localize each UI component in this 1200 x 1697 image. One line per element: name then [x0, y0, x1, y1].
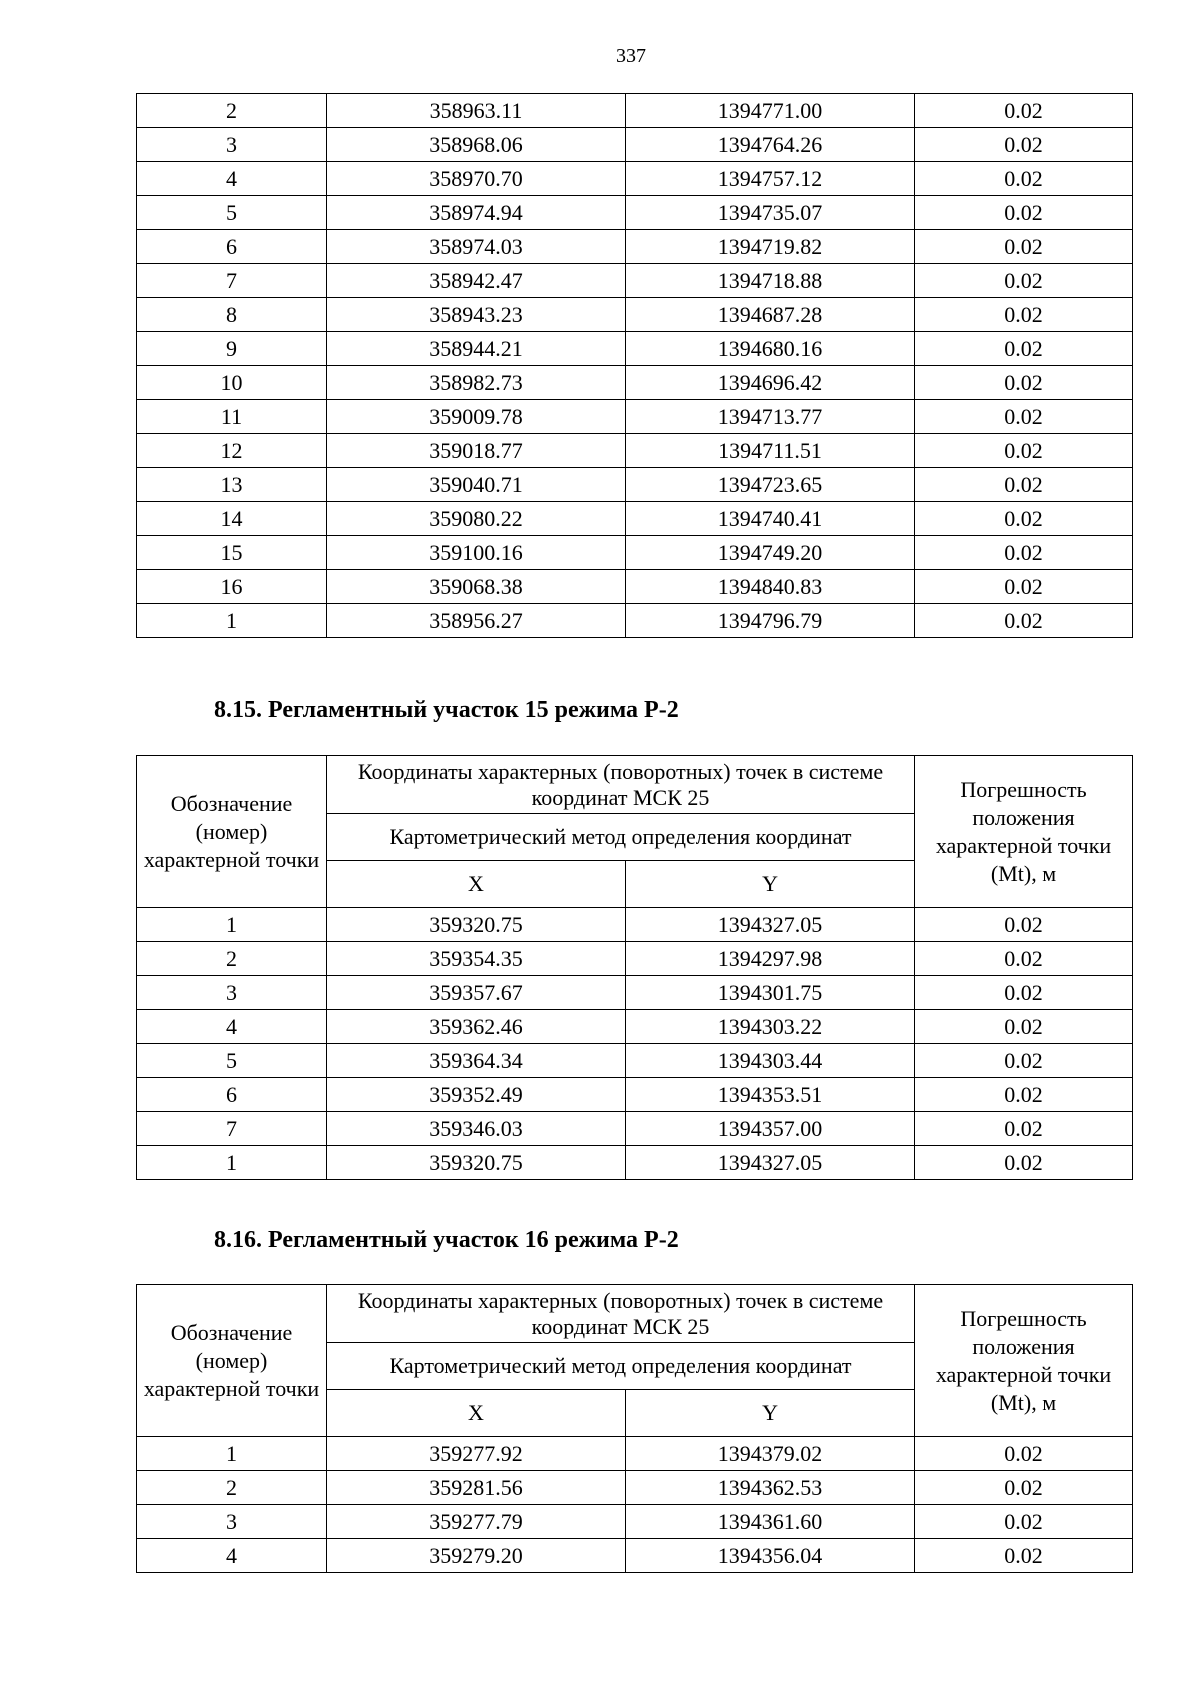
coordinates-table-continued — [136, 93, 1133, 638]
point-number-cell: 4 — [137, 1010, 327, 1044]
y-coordinate-cell: 1394327.05 — [626, 908, 915, 942]
y-coordinate-cell: 1394303.44 — [626, 1044, 915, 1078]
y-coordinate-cell: 1394357.00 — [626, 1112, 915, 1146]
table-row — [137, 1044, 1133, 1078]
x-coordinate-cell: 359009.78 — [327, 400, 626, 434]
y-coordinate-cell: 1394713.77 — [626, 400, 915, 434]
table-row — [137, 162, 1133, 196]
error-cell: 0.02 — [915, 434, 1133, 468]
error-cell: 0.02 — [915, 1078, 1133, 1112]
point-number-cell: 7 — [137, 264, 327, 298]
x-coordinate-cell: 359080.22 — [327, 502, 626, 536]
error-cell: 0.02 — [915, 94, 1133, 128]
y-header: Y — [626, 861, 915, 908]
table-row — [137, 400, 1133, 434]
table-row — [137, 1146, 1133, 1180]
point-number-cell: 1 — [137, 1146, 327, 1180]
y-coordinate-cell: 1394356.04 — [626, 1539, 915, 1573]
x-coordinate-cell: 359068.38 — [327, 570, 626, 604]
x-coordinate-cell: 359362.46 — [327, 1010, 626, 1044]
y-coordinate-cell: 1394687.28 — [626, 298, 915, 332]
table-row — [137, 570, 1133, 604]
y-coordinate-cell: 1394718.88 — [626, 264, 915, 298]
error-cell: 0.02 — [915, 908, 1133, 942]
y-coordinate-cell: 1394696.42 — [626, 366, 915, 400]
point-number-cell: 16 — [137, 570, 327, 604]
error-cell: 0.02 — [915, 1505, 1133, 1539]
y-coordinate-cell: 1394719.82 — [626, 230, 915, 264]
y-coordinate-cell: 1394749.20 — [626, 536, 915, 570]
error-cell: 0.02 — [915, 128, 1133, 162]
error-cell: 0.02 — [915, 570, 1133, 604]
point-number-cell: 1 — [137, 1437, 327, 1471]
error-cell: 0.02 — [915, 1010, 1133, 1044]
coordinates-header: Координаты характерных (поворотных) точек в системе координат МСК 25 — [327, 1285, 915, 1343]
point-number-cell: 1 — [137, 908, 327, 942]
section-title-16: 8.16. Регламентный участок 16 режима Р-2 — [214, 1227, 679, 1253]
point-number-cell: 1 — [137, 604, 327, 638]
y-coordinate-cell: 1394353.51 — [626, 1078, 915, 1112]
point-number-cell: 15 — [137, 536, 327, 570]
point-number-cell: 4 — [137, 162, 327, 196]
point-number-header: Обозначение (номер) характерной точки — [137, 756, 327, 908]
point-number-cell: 6 — [137, 230, 327, 264]
error-header: Погрешность положения характерной точки (Mt), м — [915, 1285, 1133, 1437]
x-coordinate-cell: 359357.67 — [327, 976, 626, 1010]
table-row — [137, 434, 1133, 468]
error-cell: 0.02 — [915, 536, 1133, 570]
error-cell: 0.02 — [915, 1539, 1133, 1573]
error-cell: 0.02 — [915, 1112, 1133, 1146]
table-row — [137, 1471, 1133, 1505]
x-coordinate-cell: 359040.71 — [327, 468, 626, 502]
error-cell: 0.02 — [915, 366, 1133, 400]
error-cell: 0.02 — [915, 1437, 1133, 1471]
x-coordinate-cell: 358944.21 — [327, 332, 626, 366]
error-cell: 0.02 — [915, 400, 1133, 434]
error-cell: 0.02 — [915, 1471, 1133, 1505]
x-coordinate-cell: 358943.23 — [327, 298, 626, 332]
point-number-cell: 5 — [137, 196, 327, 230]
table-row — [137, 1078, 1133, 1112]
table-row — [137, 366, 1133, 400]
point-number-cell: 10 — [137, 366, 327, 400]
y-coordinate-cell: 1394297.98 — [626, 942, 915, 976]
table-row — [137, 536, 1133, 570]
y-coordinate-cell: 1394764.26 — [626, 128, 915, 162]
table-row — [137, 976, 1133, 1010]
y-coordinate-cell: 1394680.16 — [626, 332, 915, 366]
table-row — [137, 264, 1133, 298]
coordinates-table-16 — [136, 1284, 1133, 1573]
point-number-cell: 9 — [137, 332, 327, 366]
error-cell: 0.02 — [915, 1044, 1133, 1078]
x-coordinate-cell: 358942.47 — [327, 264, 626, 298]
section-title-15: 8.15. Регламентный участок 15 режима Р-2 — [214, 697, 679, 723]
point-number-header: Обозначение (номер) характерной точки — [137, 1285, 327, 1437]
point-number-cell: 2 — [137, 942, 327, 976]
x-coordinate-cell: 359279.20 — [327, 1539, 626, 1573]
point-number-cell: 4 — [137, 1539, 327, 1573]
table-row — [137, 1112, 1133, 1146]
x-coordinate-cell: 359320.75 — [327, 908, 626, 942]
point-number-cell: 5 — [137, 1044, 327, 1078]
y-coordinate-cell: 1394771.00 — [626, 94, 915, 128]
error-cell: 0.02 — [915, 332, 1133, 366]
coordinates-table-15 — [136, 755, 1133, 1180]
error-cell: 0.02 — [915, 604, 1133, 638]
point-number-cell: 11 — [137, 400, 327, 434]
error-cell: 0.02 — [915, 502, 1133, 536]
y-coordinate-cell: 1394711.51 — [626, 434, 915, 468]
y-coordinate-cell: 1394301.75 — [626, 976, 915, 1010]
x-coordinate-cell: 358982.73 — [327, 366, 626, 400]
table-row — [137, 468, 1133, 502]
table-row — [137, 604, 1133, 638]
table-row — [137, 1505, 1133, 1539]
table-row — [137, 1437, 1133, 1471]
point-number-cell: 13 — [137, 468, 327, 502]
point-number-cell: 8 — [137, 298, 327, 332]
x-coordinate-cell: 358963.11 — [327, 94, 626, 128]
table-row — [137, 908, 1133, 942]
error-cell: 0.02 — [915, 264, 1133, 298]
x-coordinate-cell: 359277.79 — [327, 1505, 626, 1539]
x-header: X — [327, 1390, 626, 1437]
y-coordinate-cell: 1394327.05 — [626, 1146, 915, 1180]
table-row — [137, 1010, 1133, 1044]
table-row — [137, 94, 1133, 128]
error-cell: 0.02 — [915, 942, 1133, 976]
x-coordinate-cell: 359281.56 — [327, 1471, 626, 1505]
x-coordinate-cell: 359352.49 — [327, 1078, 626, 1112]
point-number-cell: 6 — [137, 1078, 327, 1112]
x-coordinate-cell: 358974.94 — [327, 196, 626, 230]
x-header: X — [327, 861, 626, 908]
y-coordinate-cell: 1394740.41 — [626, 502, 915, 536]
table-row — [137, 196, 1133, 230]
x-coordinate-cell: 359277.92 — [327, 1437, 626, 1471]
x-coordinate-cell: 359100.16 — [327, 536, 626, 570]
point-number-cell: 14 — [137, 502, 327, 536]
table-row — [137, 502, 1133, 536]
error-cell: 0.02 — [915, 162, 1133, 196]
point-number-cell: 3 — [137, 1505, 327, 1539]
x-coordinate-cell: 359018.77 — [327, 434, 626, 468]
error-cell: 0.02 — [915, 976, 1133, 1010]
y-coordinate-cell: 1394361.60 — [626, 1505, 915, 1539]
error-cell: 0.02 — [915, 1146, 1133, 1180]
error-header: Погрешность положения характерной точки (Mt), м — [915, 756, 1133, 908]
y-coordinate-cell: 1394723.65 — [626, 468, 915, 502]
y-coordinate-cell: 1394840.83 — [626, 570, 915, 604]
point-number-cell: 2 — [137, 94, 327, 128]
table-row — [137, 128, 1133, 162]
table-row — [137, 298, 1133, 332]
table-row — [137, 942, 1133, 976]
error-cell: 0.02 — [915, 230, 1133, 264]
x-coordinate-cell: 359320.75 — [327, 1146, 626, 1180]
x-coordinate-cell: 358974.03 — [327, 230, 626, 264]
table-row — [137, 1539, 1133, 1573]
y-coordinate-cell: 1394796.79 — [626, 604, 915, 638]
table-row — [137, 230, 1133, 264]
x-coordinate-cell: 359346.03 — [327, 1112, 626, 1146]
coordinates-header: Координаты характерных (поворотных) точек в системе координат МСК 25 — [327, 756, 915, 814]
x-coordinate-cell: 358970.70 — [327, 162, 626, 196]
error-cell: 0.02 — [915, 196, 1133, 230]
y-coordinate-cell: 1394735.07 — [626, 196, 915, 230]
point-number-cell: 3 — [137, 976, 327, 1010]
y-coordinate-cell: 1394362.53 — [626, 1471, 915, 1505]
table-row — [137, 332, 1133, 366]
x-coordinate-cell: 359354.35 — [327, 942, 626, 976]
point-number-cell: 2 — [137, 1471, 327, 1505]
y-coordinate-cell: 1394379.02 — [626, 1437, 915, 1471]
error-cell: 0.02 — [915, 298, 1133, 332]
point-number-cell: 3 — [137, 128, 327, 162]
x-coordinate-cell: 358968.06 — [327, 128, 626, 162]
y-coordinate-cell: 1394757.12 — [626, 162, 915, 196]
x-coordinate-cell: 359364.34 — [327, 1044, 626, 1078]
point-number-cell: 12 — [137, 434, 327, 468]
error-cell: 0.02 — [915, 468, 1133, 502]
y-header: Y — [626, 1390, 915, 1437]
page-number: 337 — [616, 45, 646, 67]
point-number-cell: 7 — [137, 1112, 327, 1146]
y-coordinate-cell: 1394303.22 — [626, 1010, 915, 1044]
method-header: Картометрический метод определения координат — [327, 814, 915, 861]
method-header: Картометрический метод определения координат — [327, 1343, 915, 1390]
x-coordinate-cell: 358956.27 — [327, 604, 626, 638]
